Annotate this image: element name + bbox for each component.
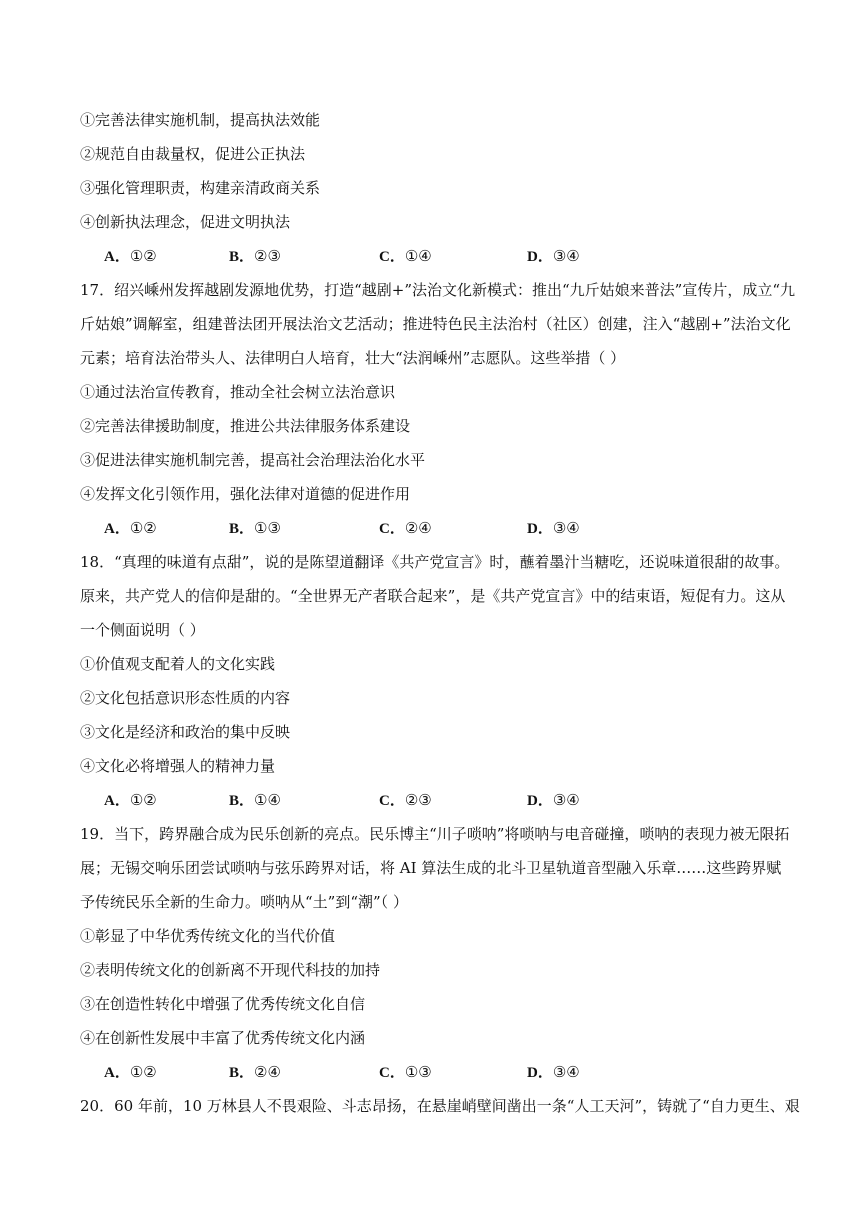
q18-statement-3: ③文化是经济和政治的集中反映 xyxy=(80,723,291,741)
q19-option-c[interactable]: C．①③ xyxy=(379,1063,432,1081)
q16-statement-1: ①完善法律实施机制，提高执法效能 xyxy=(80,111,321,129)
q16-statement-4: ④创新执法理念，促进文明执法 xyxy=(80,213,291,231)
q17-statement-2: ②完善法律援助制度，推进公共法律服务体系建设 xyxy=(80,417,411,435)
q17-stem-line-2: 斤姑娘”调解室，组建普法团开展法治文艺活动；推进特色民主法治村（社区）创建，注入“越剧+”法治文化 xyxy=(80,315,791,333)
q17-option-a[interactable]: A．①② xyxy=(104,519,157,537)
q17-stem-line-1: 17．绍兴嵊州发挥越剧发源地优势，打造“越剧+”法治文化新模式：推出“九斤姑娘来普法”宣传片，成立“九 xyxy=(80,281,796,299)
q18-stem-line-1: 18．“真理的味道有点甜”，说的是陈望道翻译《共产党宣言》时，蘸着墨汁当糖吃，还说味道很甜的故事。 xyxy=(80,553,790,571)
q18-statement-2: ②文化包括意识形态性质的内容 xyxy=(80,689,291,707)
q17-stem-line-3: 元素；培育法治带头人、法律明白人培育，壮大“法润嵊州”志愿队。这些举措（ ） xyxy=(80,349,626,367)
q20-stem-line-1: 20．60 年前，10 万林县人不畏艰险、斗志昂扬，在悬崖峭壁间凿出一条“人工天河”，铸就了“自力更生、艰 xyxy=(80,1097,800,1115)
q19-statement-1: ①彰显了中华优秀传统文化的当代价值 xyxy=(80,927,336,945)
q19-option-b[interactable]: B．②④ xyxy=(229,1063,281,1081)
q18-option-b[interactable]: B．①④ xyxy=(229,791,281,809)
q19-statement-4: ④在创新性发展中丰富了优秀传统文化内涵 xyxy=(80,1029,366,1047)
q16-option-d[interactable]: D．③④ xyxy=(527,247,580,265)
q19-stem-line-1: 19．当下，跨界融合成为民乐创新的亮点。民乐博主“川子唢呐”将唢呐与电音碰撞，唢呐的表现力被无限拓 xyxy=(80,825,790,843)
q18-statement-4: ④文化必将增强人的精神力量 xyxy=(80,757,276,775)
q18-stem-line-2: 原来，共产党人的信仰是甜的。“全世界无产者联合起来”，是《共产党宣言》中的结束语，短促有力。这从 xyxy=(80,587,786,605)
q19-statement-2: ②表明传统文化的创新离不开现代科技的加持 xyxy=(80,961,381,979)
q16-option-c[interactable]: C．①④ xyxy=(379,247,432,265)
q17-statement-1: ①通过法治宣传教育，推动全社会树立法治意识 xyxy=(80,383,396,401)
q18-statement-1: ①价值观支配着人的文化实践 xyxy=(80,655,276,673)
q18-option-a[interactable]: A．①② xyxy=(104,791,157,809)
q16-statement-3: ③强化管理职责，构建亲清政商关系 xyxy=(80,179,321,197)
q16-option-a[interactable]: A．①② xyxy=(104,247,157,265)
q19-stem-line-3: 予传统民乐全新的生命力。唢呐从“土”到“潮”（ ） xyxy=(80,893,408,911)
q19-option-a[interactable]: A．①② xyxy=(104,1063,157,1081)
q17-statement-4: ④发挥文化引领作用，强化法律对道德的促进作用 xyxy=(80,485,411,503)
q17-statement-3: ③促进法律实施机制完善，提高社会治理法治化水平 xyxy=(80,451,426,469)
q16-statement-2: ②规范自由裁量权，促进公正执法 xyxy=(80,145,306,163)
q18-option-d[interactable]: D．③④ xyxy=(527,791,580,809)
q18-stem-line-3: 一个侧面说明（ ） xyxy=(80,621,205,639)
q17-option-b[interactable]: B．①③ xyxy=(229,519,281,537)
q18-option-c[interactable]: C．②③ xyxy=(379,791,432,809)
q16-option-b[interactable]: B．②③ xyxy=(229,247,281,265)
q19-option-d[interactable]: D．③④ xyxy=(527,1063,580,1081)
q17-option-c[interactable]: C．②④ xyxy=(379,519,432,537)
q19-stem-line-2: 展；无锡交响乐团尝试唢呐与弦乐跨界对话，将 AI 算法生成的北斗卫星轨道音型融入乐章……这些跨界赋 xyxy=(80,859,782,877)
q19-statement-3: ③在创造性转化中增强了优秀传统文化自信 xyxy=(80,995,366,1013)
q17-option-d[interactable]: D．③④ xyxy=(527,519,580,537)
